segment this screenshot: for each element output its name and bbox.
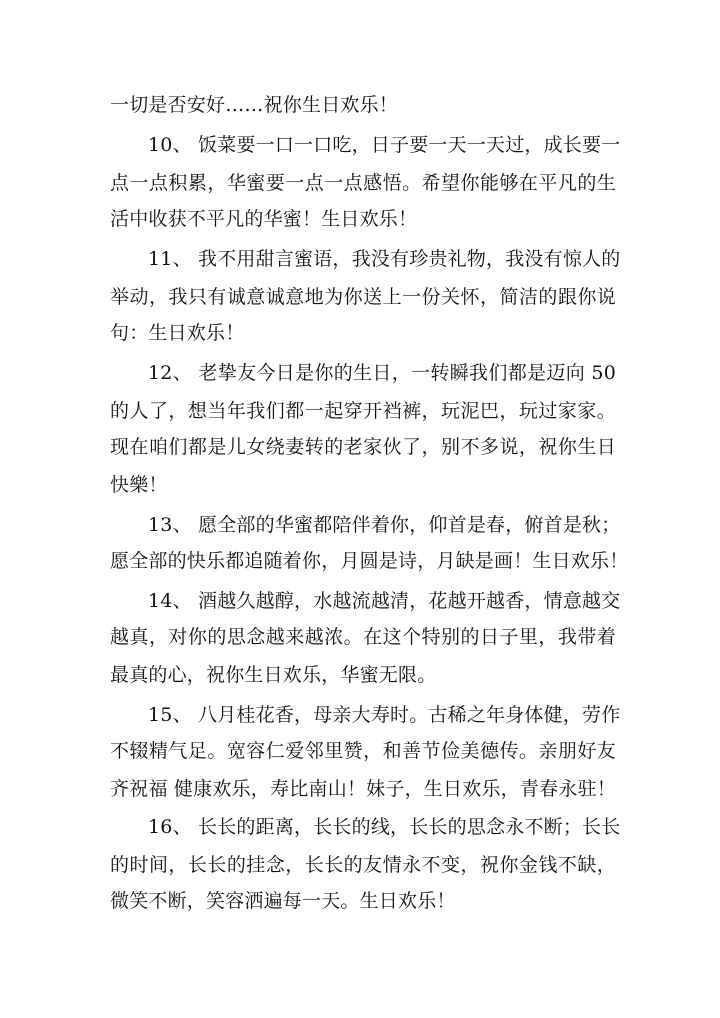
item-16-line-2: 的时间，长长的挂念，长长的友情永不变，祝你金钱不缺， xyxy=(110,854,616,876)
item-12-line-3: 现在咱们都是儿女绕妻转的老家伙了，别不多说，祝你生日 xyxy=(110,436,616,458)
item-11-line-1: 11、 我不用甜言蜜语，我没有珍贵礼物，我没有惊人的 xyxy=(148,248,621,270)
item-15-line-2: 不辍精气足。宽容仁爱邻里赞，和善节俭美德传。亲朋好友 xyxy=(110,740,616,762)
item-15-line-3: 齐祝福 健康欢乐，寿比南山！妹子，生日欢乐，青春永驻！ xyxy=(110,778,616,800)
item-12-line-4: 快樂！ xyxy=(110,474,168,496)
item-12-line-1: 12、 老挚友今日是你的生日，一转瞬我们都是迈向 50 xyxy=(148,362,616,384)
text-line: 一切是否安好……祝你生日欢乐！ xyxy=(110,94,399,116)
item-12-line-2: 的人了，想当年我们都一起穿开裆裤，玩泥巴，玩过家家。 xyxy=(110,400,616,422)
item-10-line-1: 10、 饭菜要一口一口吃，日子要一天一天过，成长要一 xyxy=(148,134,621,156)
item-10-line-3: 活中收获不平凡的华蜜！生日欢乐！ xyxy=(110,208,418,230)
item-15-line-1: 15、 八月桂花香，母亲大寿时。古稀之年身体健，劳作 xyxy=(148,704,621,726)
item-11-line-3: 句：生日欢乐！ xyxy=(110,322,245,344)
item-14-line-3: 最真的心，祝你生日欢乐，华蜜无限。 xyxy=(110,664,437,686)
item-11-line-2: 举动，我只有诚意诚意地为你送上一份关怀，简洁的跟你说 xyxy=(110,286,616,308)
item-16-line-3: 微笑不断，笑容洒遍每一天。生日欢乐！ xyxy=(110,890,456,912)
item-13-line-2: 愿全部的快乐都追随着你，月圆是诗，月缺是画！生日欢乐！ xyxy=(110,550,629,572)
item-10-line-2: 点一点积累，华蜜要一点一点感悟。希望你能够在平凡的生 xyxy=(110,172,616,194)
item-14-line-1: 14、 酒越久越醇，水越流越清，花越开越香，情意越交 xyxy=(148,590,621,612)
item-16-line-1: 16、 长长的距离，长长的线，长长的思念永不断；长长 xyxy=(148,816,621,838)
item-14-line-2: 越真，对你的思念越来越浓。在这个特别的日子里，我带着 xyxy=(110,626,616,648)
item-13-line-1: 13、 愿全部的华蜜都陪伴着你，仰首是春，俯首是秋； xyxy=(148,514,621,536)
